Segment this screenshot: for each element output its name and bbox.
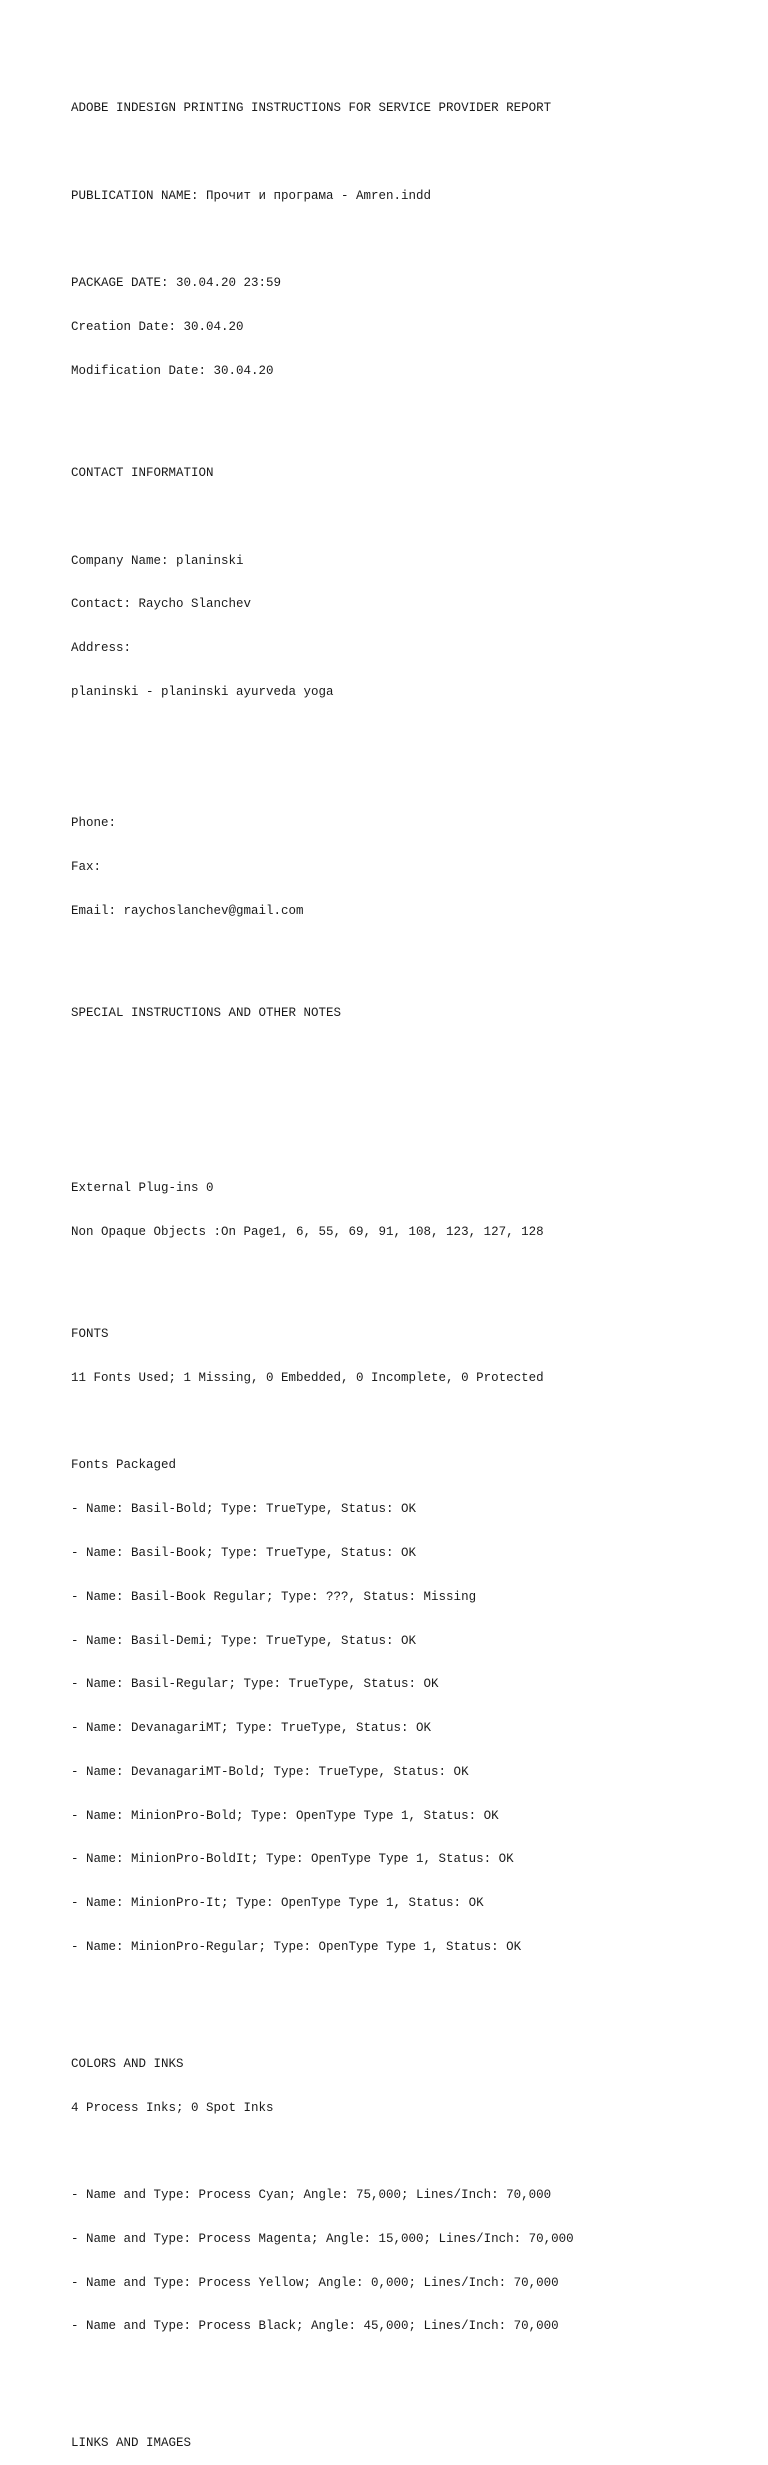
font-item: - Name: Basil-Demi; Type: TrueType, Status: OK <box>71 1633 417 1648</box>
contact-heading: CONTACT INFORMATION <box>71 466 214 481</box>
font-item: - Name: MinionPro-Bold; Type: OpenType Type 1, Status: OK <box>71 1808 499 1823</box>
address-label: Address: <box>71 641 132 656</box>
font-item: - Name: Basil-Book Regular; Type: ???, Status: Missing <box>71 1589 477 1604</box>
modification-date: Modification Date: 30.04.20 <box>71 363 274 378</box>
external-plugins: External Plug-ins 0 <box>71 1181 214 1196</box>
colors-summary: 4 Process Inks; 0 Spot Inks <box>71 2100 274 2115</box>
ink-item: - Name and Type: Process Magenta; Angle: 15,000; Lines/Inch: 70,000 <box>71 2231 574 2246</box>
report-title: ADOBE INDESIGN PRINTING INSTRUCTIONS FOR SERVICE PROVIDER REPORT <box>71 101 552 116</box>
links-heading: LINKS AND IMAGES <box>71 2436 192 2451</box>
creation-date: Creation Date: 30.04.20 <box>71 320 244 335</box>
fonts-heading: FONTS <box>71 1327 109 1342</box>
report-document <box>71 72 758 2465</box>
fonts-packaged-heading: Fonts Packaged <box>71 1458 177 1473</box>
fonts-summary: 11 Fonts Used; 1 Missing, 0 Embedded, 0 Incomplete, 0 Protected <box>71 1370 544 1385</box>
publication-name: PUBLICATION NAME: Прочит и програма - Amren.indd <box>71 188 432 203</box>
font-item: - Name: MinionPro-BoldIt; Type: OpenType Type 1, Status: OK <box>71 1852 514 1867</box>
address-line: planinski - planinski ayurveda yoga <box>71 684 334 699</box>
font-item: - Name: DevanagariMT-Bold; Type: TrueType, Status: OK <box>71 1764 469 1779</box>
ink-item: - Name and Type: Process Yellow; Angle: 0,000; Lines/Inch: 70,000 <box>71 2275 559 2290</box>
contact-person: Contact: Raycho Slanchev <box>71 597 252 612</box>
font-item: - Name: Basil-Regular; Type: TrueType, Status: OK <box>71 1677 439 1692</box>
font-item: - Name: Basil-Bold; Type: TrueType, Status: OK <box>71 1502 417 1517</box>
package-date: PACKAGE DATE: 30.04.20 23:59 <box>71 276 282 291</box>
font-item: - Name: DevanagariMT; Type: TrueType, Status: OK <box>71 1721 432 1736</box>
font-item: - Name: MinionPro-It; Type: OpenType Type 1, Status: OK <box>71 1896 484 1911</box>
email-line: Email: raychoslanchev@gmail.com <box>71 903 304 918</box>
fax-line: Fax: <box>71 860 102 875</box>
font-item: - Name: Basil-Book; Type: TrueType, Status: OK <box>71 1546 417 1561</box>
non-opaque-objects: Non Opaque Objects :On Page1, 6, 55, 69, 91, 108, 123, 127, 128 <box>71 1224 544 1239</box>
colors-heading: COLORS AND INKS <box>71 2056 184 2071</box>
notes-heading: SPECIAL INSTRUCTIONS AND OTHER NOTES <box>71 1006 342 1021</box>
company-name: Company Name: planinski <box>71 553 244 568</box>
phone-line: Phone: <box>71 816 117 831</box>
ink-item: - Name and Type: Process Cyan; Angle: 75,000; Lines/Inch: 70,000 <box>71 2188 552 2203</box>
font-item: - Name: MinionPro-Regular; Type: OpenType Type 1, Status: OK <box>71 1940 522 1955</box>
ink-item: - Name and Type: Process Black; Angle: 45,000; Lines/Inch: 70,000 <box>71 2319 559 2334</box>
